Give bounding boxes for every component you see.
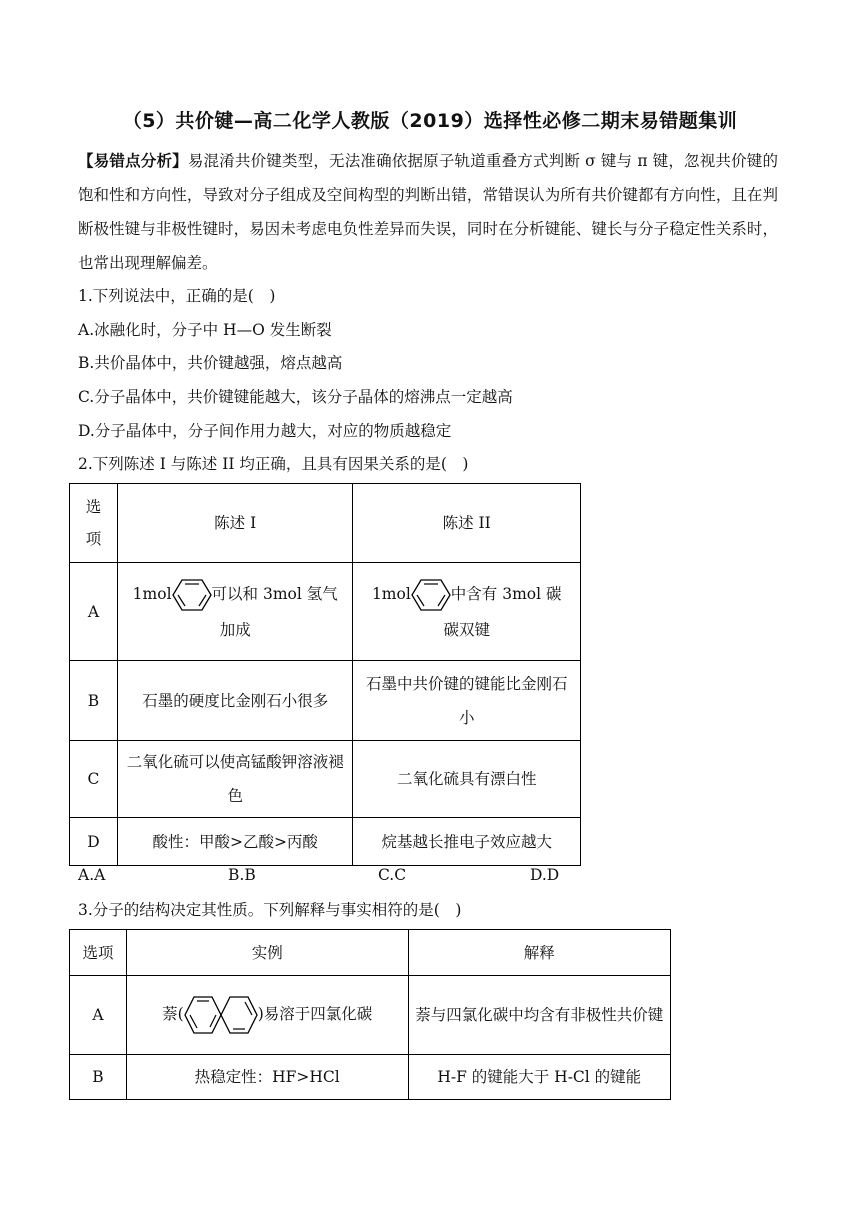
statement-1-cell: 二氧化硫可以使高锰酸钾溶液褪色 — [117, 741, 353, 818]
table-header-row — [70, 484, 581, 563]
table-row — [70, 1055, 671, 1100]
statement-1-cell: 酸性：甲酸>乙酸>丙酸 — [117, 818, 353, 866]
q2-table — [69, 483, 581, 866]
statement-1-cell: 1mol 可以和 3mol 氢气 加成 — [117, 563, 353, 661]
benzene-structure-icon — [172, 577, 212, 613]
statement-2-cell: 烷基越长推电子效应越大 — [353, 818, 581, 866]
q1-stem: 1.下列说法中，正确的是( ) — [78, 287, 276, 305]
statement-2-cell: 二氧化硫具有漂白性 — [353, 741, 581, 818]
explanation-cell: 萘与四氯化碳中均含有非极性共价键 — [408, 976, 671, 1055]
naphthalene-structure-icon — [184, 995, 258, 1035]
page-title: （5）共价键—高二化学人教版（2019）选择性必修二期末易错题集训 — [122, 110, 738, 132]
explanation-cell: H-F 的键能大于 H-Cl 的键能 — [408, 1055, 671, 1100]
row-label: A — [70, 976, 127, 1055]
header-cell-option: 选项 — [70, 484, 118, 563]
choice-b: B.B — [228, 866, 256, 884]
table-row — [70, 741, 581, 818]
header-cell-statement-1: 陈述 I — [117, 484, 353, 563]
row-label: B — [70, 661, 118, 741]
analysis-tag: 【易错点分析】 — [78, 152, 188, 170]
row-label: D — [70, 818, 118, 866]
choice-d: D.D — [530, 866, 560, 884]
analysis-text: 易混淆共价键类型，无法准确依据原子轨道重叠方式判断 σ 键与 π 键，忽视共价键的饱和性和方向性，导致对分子组成及空间构型的判断出错，常错误认为所有共价键都有方向性，且在判断极性键与非极性键时，易因未考虑电负性差异而失误，同时在分析键能、键长与分子稳定性关系时，也常出现理解偏差。 — [78, 152, 778, 272]
table-row — [70, 563, 581, 661]
example-cell: 萘( )易溶于四氯化碳 — [126, 976, 408, 1055]
table-row — [70, 976, 671, 1055]
row-label: A — [70, 563, 118, 661]
statement-1-cell: 石墨的硬度比金刚石小很多 — [117, 661, 353, 741]
choice-c: C.C — [378, 866, 407, 884]
statement-2-cell: 1mol 中含有 3mol 碳 碳双键 — [353, 563, 581, 661]
q1-option-a: A.冰融化时，分子中 H—O 发生断裂 — [78, 321, 332, 339]
table-row — [70, 661, 581, 741]
table-header-row — [70, 930, 671, 976]
q2-stem: 2.下列陈述 I 与陈述 II 均正确，且具有因果关系的是( ) — [78, 455, 469, 473]
benzene-structure-icon — [411, 577, 451, 613]
error-analysis-paragraph — [78, 144, 778, 280]
q1-option-d: D.分子晶体中，分子间作用力越大，对应的物质越稳定 — [78, 422, 452, 440]
header-cell-example: 实例 — [126, 930, 408, 976]
header-cell-statement-2: 陈述 II — [353, 484, 581, 563]
q1-option-b: B.共价晶体中，共价键越强，熔点越高 — [78, 354, 343, 372]
q3-stem: 3.分子的结构决定其性质。下列解释与事实相符的是( ) — [78, 901, 462, 919]
row-label: B — [70, 1055, 127, 1100]
table-row — [70, 818, 581, 866]
q1-option-c: C.分子晶体中，共价键键能越大，该分子晶体的熔沸点一定越高 — [78, 388, 513, 406]
header-cell-option: 选项 — [70, 930, 127, 976]
example-cell: 热稳定性：HF>HCl — [126, 1055, 408, 1100]
choice-a: A.A — [78, 866, 106, 884]
row-label: C — [70, 741, 118, 818]
statement-2-cell: 石墨中共价键的键能比金刚石小 — [353, 661, 581, 741]
header-cell-explanation: 解释 — [408, 930, 671, 976]
q3-table — [69, 929, 671, 1100]
